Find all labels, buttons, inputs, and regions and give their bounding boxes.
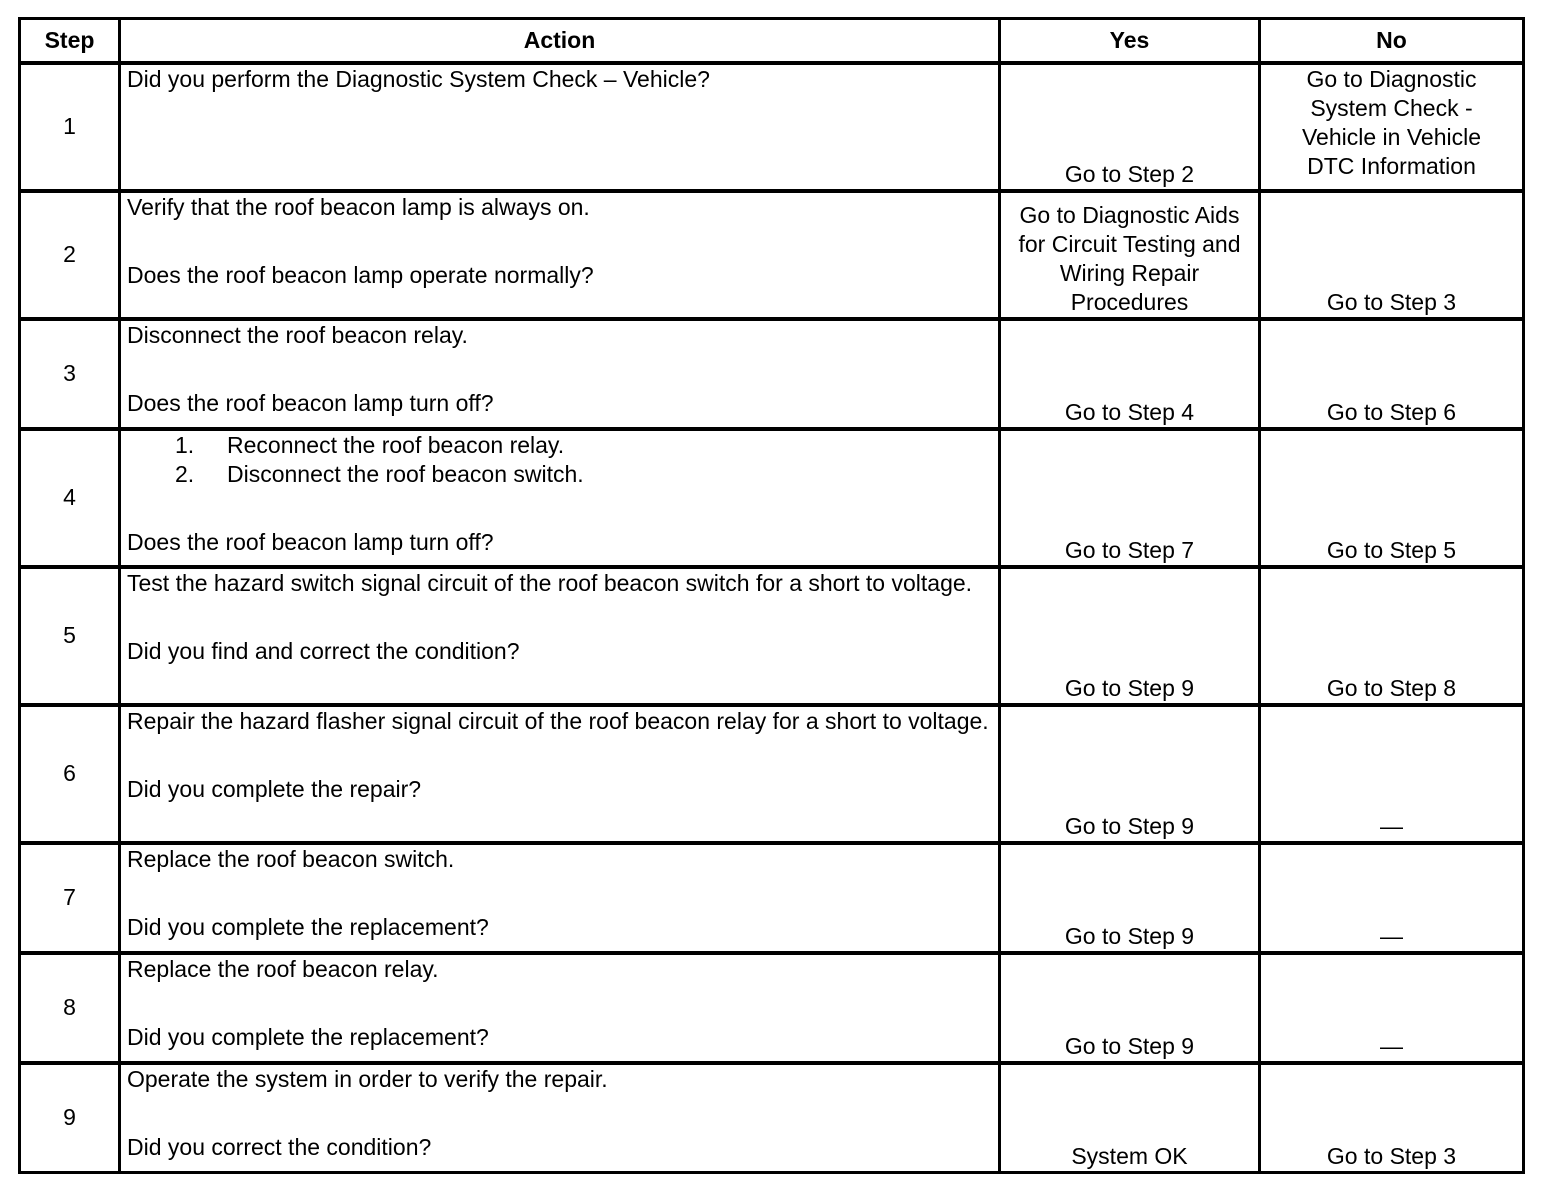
action-cell [120,319,1000,429]
action-text: Operate the system in order to verify the repair. [127,1065,608,1092]
step-number: 7 [20,843,120,953]
action-question: Does the roof beacon lamp turn off? [127,528,494,555]
action-cell [120,843,1000,953]
step-number: 1 [20,63,120,191]
yes-result: System OK [1000,1063,1260,1173]
action-question: Does the roof beacon lamp turn off? [127,389,494,416]
table-row [20,567,1524,705]
table-row [20,705,1524,843]
action-question: Did you correct the condition? [127,1133,432,1160]
yes-result: Go to Step 9 [1000,705,1260,843]
no-result: — [1260,953,1524,1063]
action-text: Did you perform the Diagnostic System Check – Vehicle? [127,65,710,92]
action-cell [120,429,1000,567]
no-result: — [1260,843,1524,953]
action-cell [120,63,1000,191]
action-question: Did you complete the replacement? [127,1023,489,1050]
action-text: Test the hazard switch signal circuit of the roof beacon switch for a short to voltage. [127,569,973,596]
yes-result: Go to Step 9 [1000,843,1260,953]
step-number: 6 [20,705,120,843]
action-text: Repair the hazard flasher signal circuit of the roof beacon relay for a short to voltage. [127,707,989,734]
no-result: Go to Step 5 [1260,429,1524,567]
table-row [20,843,1524,953]
table-row [20,191,1524,319]
list-item [175,460,992,489]
no-result: — [1260,705,1524,843]
action-list [127,431,992,489]
action-text: Verify that the roof beacon lamp is always on. [127,193,590,220]
table-row [20,1063,1524,1173]
step-number: 5 [20,567,120,705]
header-action: Action [120,19,1000,63]
yes-result: Go to Step 7 [1000,429,1260,567]
action-text: Disconnect the roof beacon relay. [127,321,468,348]
list-item-number: 1. [175,431,195,458]
header-yes: Yes [1000,19,1260,63]
action-question: Does the roof beacon lamp operate normally? [127,261,594,288]
no-result: Go to Step 3 [1260,191,1524,319]
no-result: Go to Diagnostic System Check - Vehicle in Vehicle DTC Information [1260,63,1524,191]
list-item-number: 2. [175,460,195,487]
action-cell [120,567,1000,705]
action-cell [120,705,1000,843]
list-item [175,431,992,460]
table-row [20,953,1524,1063]
no-result: Go to Step 6 [1260,319,1524,429]
header-row [20,19,1524,63]
yes-result: Go to Step 4 [1000,319,1260,429]
action-question: Did you complete the repair? [127,775,422,802]
action-cell [120,191,1000,319]
step-number: 8 [20,953,120,1063]
table-row [20,63,1524,191]
action-cell [120,953,1000,1063]
header-no: No [1260,19,1524,63]
no-result: Go to Step 8 [1260,567,1524,705]
yes-result: Go to Step 2 [1000,63,1260,191]
step-number: 3 [20,319,120,429]
yes-result: Go to Step 9 [1000,567,1260,705]
list-item-text: Disconnect the roof beacon switch. [227,460,584,487]
diagnostic-table [18,17,1525,1174]
yes-result: Go to Step 9 [1000,953,1260,1063]
table-row [20,319,1524,429]
step-number: 4 [20,429,120,567]
action-question: Did you complete the replacement? [127,913,489,940]
action-text: Replace the roof beacon switch. [127,845,455,872]
list-item-text: Reconnect the roof beacon relay. [227,431,565,458]
action-question: Did you find and correct the condition? [127,637,520,664]
no-result: Go to Step 3 [1260,1063,1524,1173]
action-cell [120,1063,1000,1173]
step-number: 9 [20,1063,120,1173]
step-number: 2 [20,191,120,319]
action-text: Replace the roof beacon relay. [127,955,439,982]
yes-result: Go to Diagnostic Aids for Circuit Testing and Wiring Repair Procedures [1000,191,1260,319]
table-row [20,429,1524,567]
header-step: Step [20,19,120,63]
